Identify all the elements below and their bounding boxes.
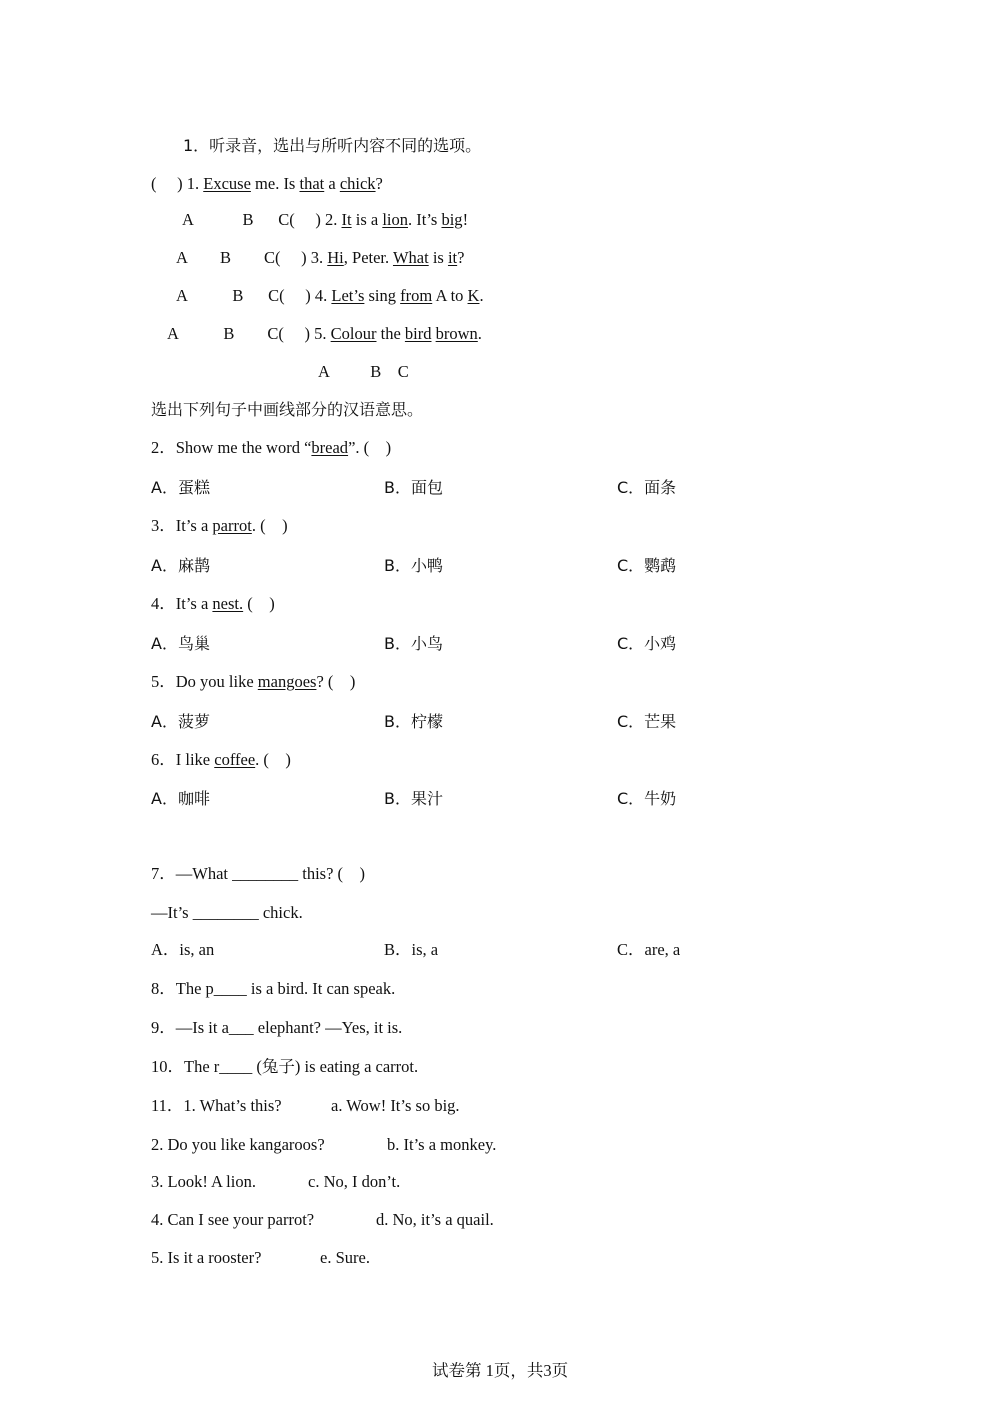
listening-q5-options: A B C [318,362,409,381]
section2-heading: 选出下列句子中画线部分的汉语意思。 [151,400,424,419]
section1-heading: 1．听录音，选出与所听内容不同的选项。 [183,136,482,155]
question-6: 6．I like coffee. ( ) [151,750,291,769]
match-right-e: e. Sure. [320,1248,370,1267]
q6-option-a: A．咖啡 [151,789,210,808]
match-left-2: 2. Do you like kangaroos? [151,1135,325,1154]
listening-q1: ( ) 1. Excuse me. Is that a chick? [151,174,383,193]
page-footer: 试卷第 1页，共3页 [431,1361,569,1380]
q4-option-a: A．鸟巢 [151,634,210,653]
match-right-d: d. No, it’s a quail. [376,1210,494,1229]
match-left-3: 3. Look! A lion. [151,1172,256,1191]
q6-option-b: B．果汁 [384,789,443,808]
q4-option-c: C．小鸡 [617,634,677,653]
listening-q3: A B C( ) 3. Hi, Peter. What is it? [176,248,465,267]
question-8: 8．The p____ is a bird. It can speak. [151,979,396,998]
question-2: 2．Show me the word “bread”. ( ) [151,438,392,457]
q7-option-b: B．is, a [384,940,439,959]
q2-option-c: C．面条 [617,478,677,497]
question-9: 9．—Is it a___ elephant? —Yes, it is. [151,1018,403,1037]
q2-option-b: B．面包 [384,478,443,497]
q2-option-a: A．蛋糕 [151,478,210,497]
match-right-b: b. It’s a monkey. [387,1135,497,1154]
match-right-c: c. No, I don’t. [308,1172,401,1191]
q3-option-a: A．麻鹊 [151,556,210,575]
question-4: 4．It’s a nest. ( ) [151,594,275,613]
listening-q2: A B C( ) 2. It is a lion. It’s big! [182,210,469,229]
match-left-5: 5. Is it a rooster? [151,1248,262,1267]
listening-q4: A B C( ) 4. Let’s sing from A to K. [176,286,484,305]
q6-option-c: C．牛奶 [617,789,677,808]
question-5: 5．Do you like mangoes? ( ) [151,672,356,691]
listening-q5: A B C( ) 5. Colour the bird brown. [167,324,482,343]
question-7: 7．—What ________ this? ( ) [151,864,366,883]
q4-option-b: B．小鸟 [384,634,443,653]
q5-option-a: A．菠萝 [151,712,210,731]
q7-option-c: C．are, a [617,940,681,959]
match-left-4: 4. Can I see your parrot? [151,1210,315,1229]
q5-option-c: C．芒果 [617,712,677,731]
question-3: 3．It’s a parrot. ( ) [151,516,288,535]
q3-option-c: C．鹦鹉 [617,556,677,575]
q7-option-a: A．is, an [151,940,215,959]
question-10: 10．The r____ (兔子) is eating a carrot. [151,1057,419,1076]
q3-option-b: B．小鸭 [384,556,443,575]
match-left-1: 11．1. What’s this? [151,1096,282,1115]
q5-option-b: B．柠檬 [384,712,443,731]
match-right-a: a. Wow! It’s so big. [331,1096,460,1115]
question-7-reply: —It’s ________ chick. [151,903,303,922]
